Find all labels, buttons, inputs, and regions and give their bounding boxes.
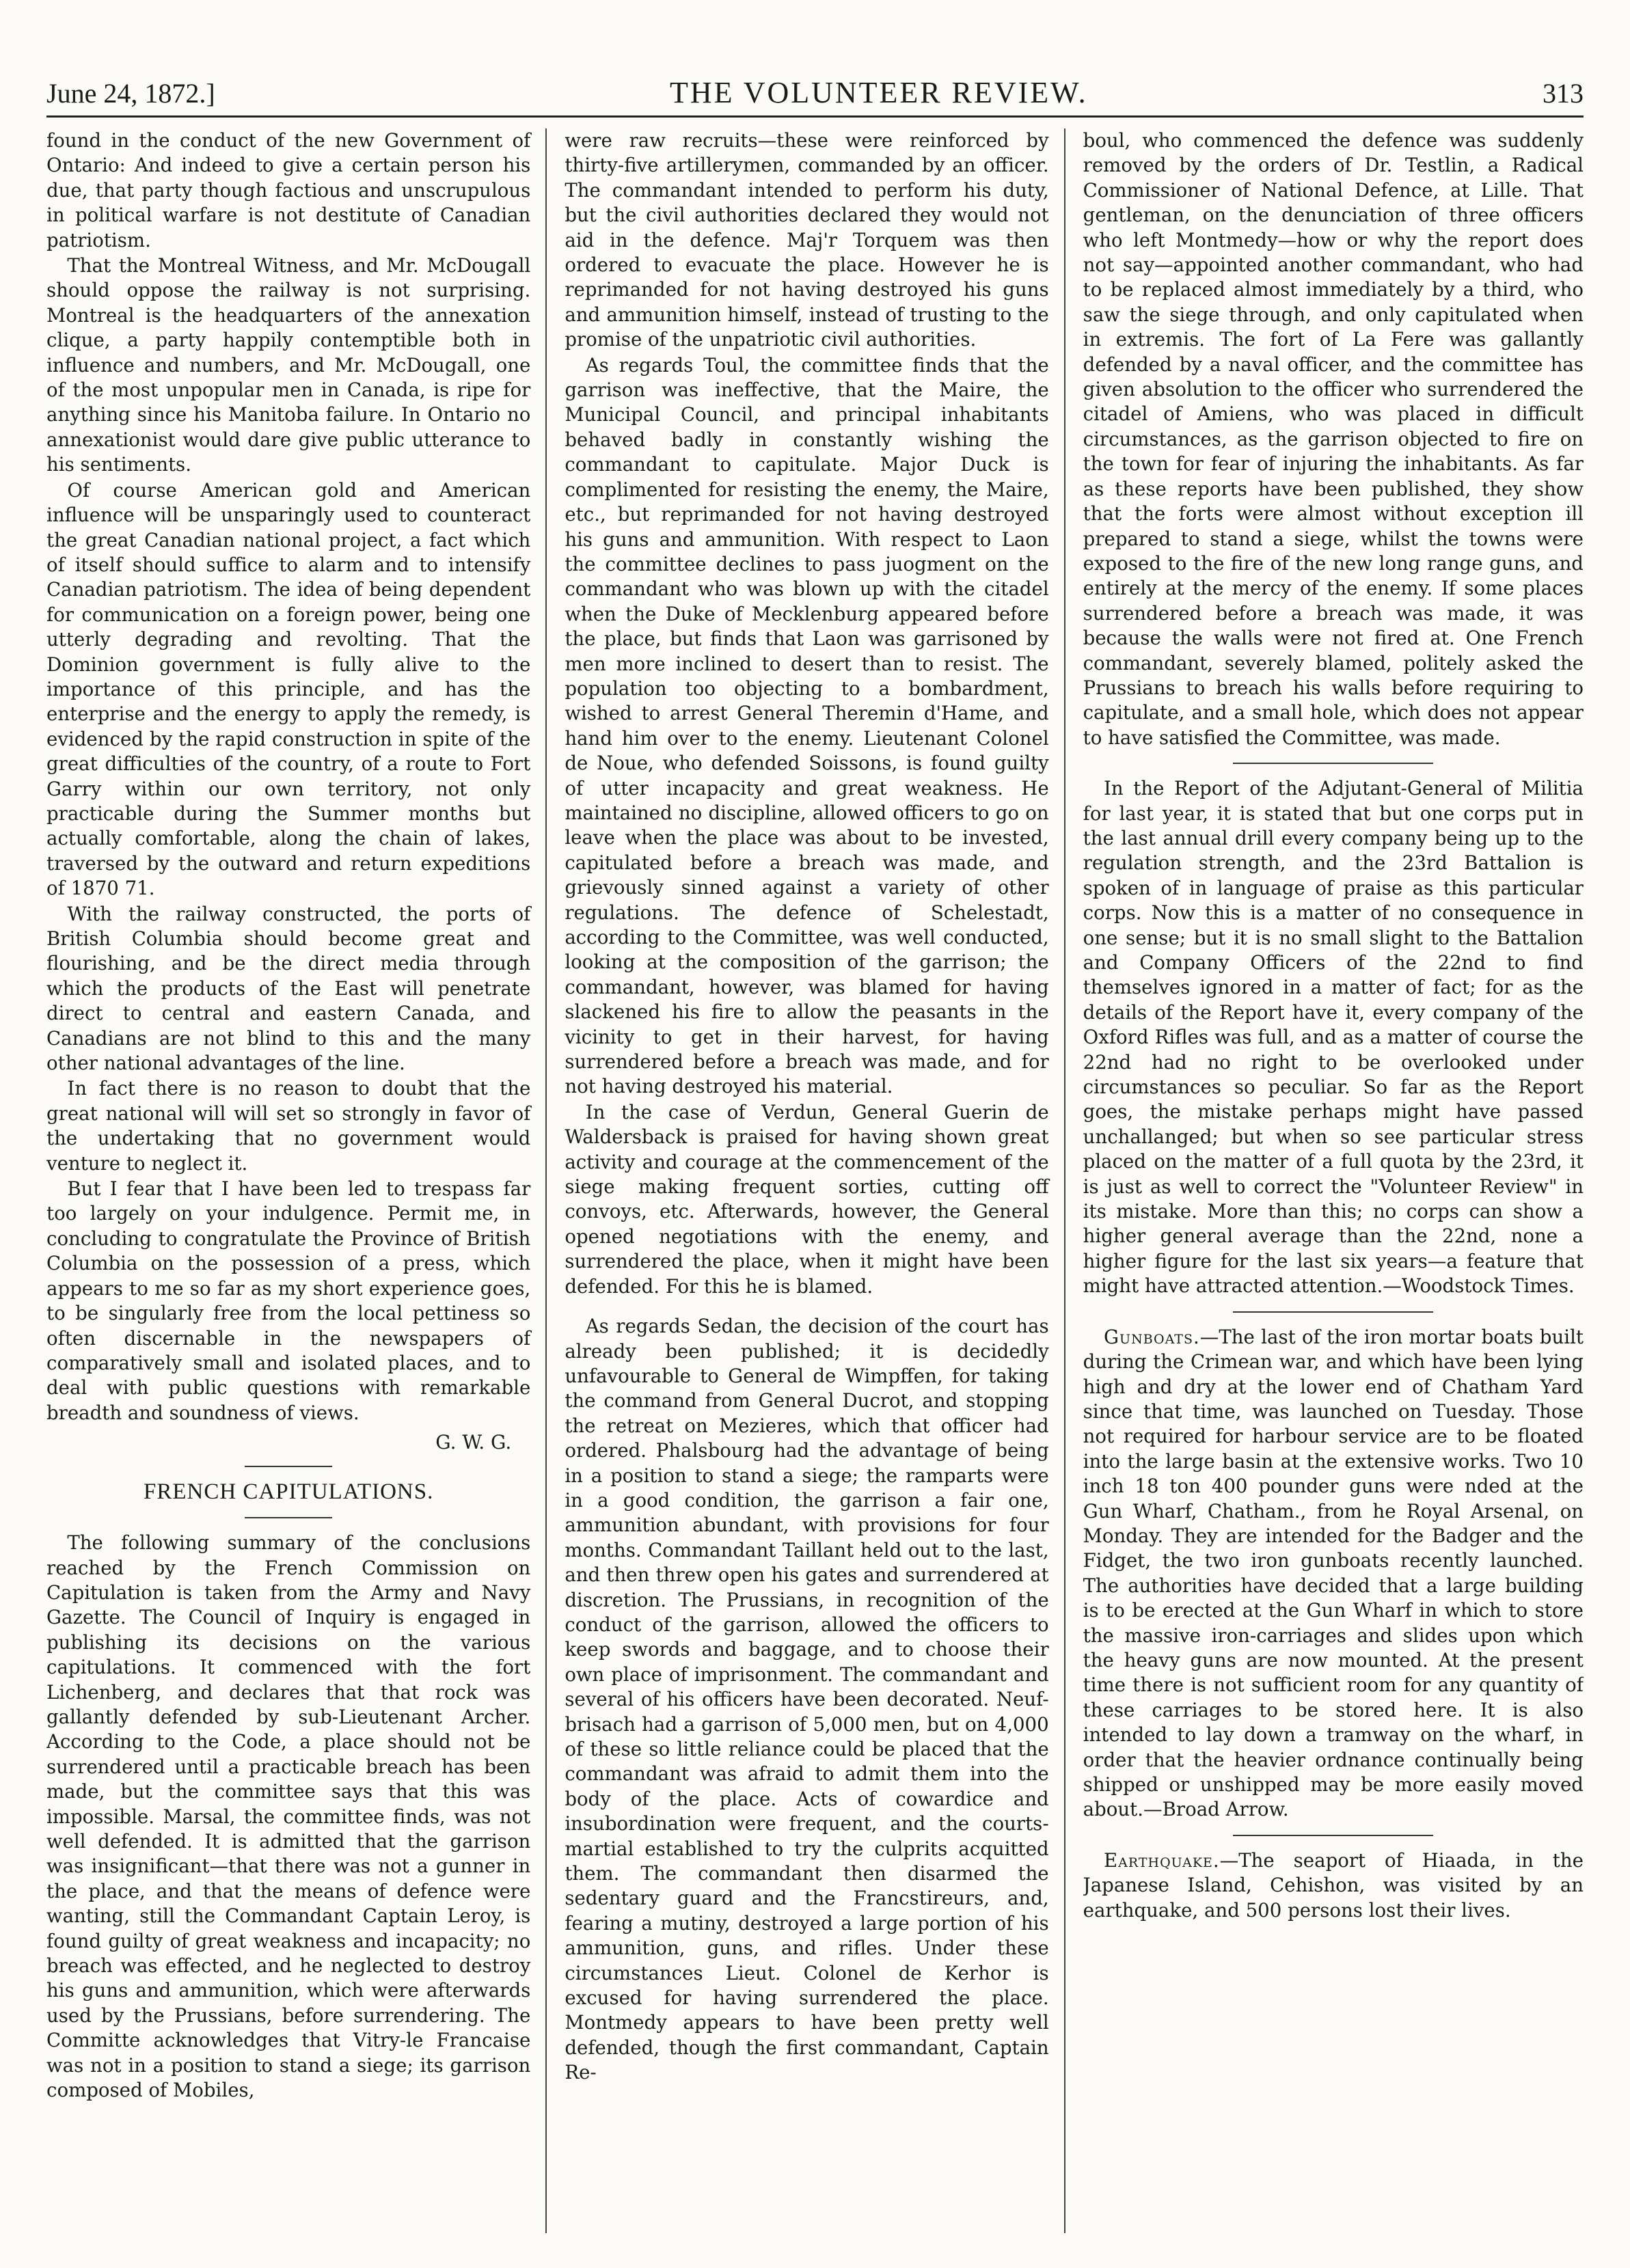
paragraph	[1083, 1325, 1584, 1822]
column-1	[46, 128, 547, 2233]
section-title: FRENCH CAPITULATIONS.	[143, 1479, 434, 1505]
paragraph: As regards Toul, the committee finds that the garrison was ineffective, that the Maire, the Municipal Council, and principal inhabitants behaved badly in constantly wishing the commandant to capitulate. Major Duck is complimented for resisting the enemy, the Maire, etc., but reprimanded for not having destroyed his guns and ammunition. With respect to Laon the committee declines to pass juogment on the commandant who was blown up with the citadel when the Duke of Mecklenburg appeared before the place, but finds that Laon was garrisoned by men more inclined to desert than to resist. The population too objecting to a bombardment, wished to arrest General Theremin d'Hame, and hand him over to the enemy. Lieutenant Colonel de Noue, who defended Soissons, is found guilty of utter incapacity and great weakness. He maintained no discipline, allowed officers to go on leave when the place was about to be invested, capitulated before a breach was made, and grievously sinned against a variety of other regulations. The defence of Schelestadt, according to the Committee, was well conducted, looking at the composition of the garrison; the commandant, however, was blamed for having slackened his fire to allow the peasants in the vicinity to get in their harvest, for having surrendered before a breach was made, and for not having destroyed his material.	[565, 353, 1049, 1098]
item-lead: Gunboats.	[1104, 1325, 1200, 1348]
column-3	[1083, 128, 1584, 2233]
divider	[245, 1466, 331, 1467]
paragraph: In the Report of the Adjutant-General of Militia for last year, it is stated that but one corps put in the last annual drill every company being up to the regulation strength, and the 23rd Battalion is spoken of in language of praise as this particular corps. Now this is a matter of no consequence in one sense; but it is no small slight to the Battalion and Company Officers of the 22nd to find themselves ignored in a matter of fact; for as the details of the Report have it, every company of the Oxford Rifles was full, and as a matter of course the 22nd had no right to be overlooked under circumstances so peculiar. So far as the Report goes, the mistake perhaps might have passed unchallanged; but when so see particular stress placed on the matter of a full quota by the 23rd, it is just as well to correct the "Volunteer Review" in its mistake. More than this; no corps can show a higher general average than the 22nd, none a higher figure for the last six years—a feature that might have attracted attention.—Woodstock Times.	[1083, 777, 1584, 1298]
divider	[1233, 1835, 1433, 1836]
paragraph: In fact there is no reason to doubt that the great national will will set so strongly in favor of the undertaking that no government would venture to neglect it.	[46, 1077, 531, 1175]
paragraph: As regards Sedan, the decision of the court has already been published; it is decidedly unfavourable to General de Wimpffen, for taking the command from General Ducrot, and stopping the retreat on Mezieres, which that officer had ordered. Phalsbourg had the advantage of being in a position to stand a siege; the ramparts were in a good condition, the garrison a fair one, ammunition abundant, with provisions for four months. Commandant Taillant held out to the last, and then threw open his gates and surrendered at discretion. The Prussians, in recognition of the conduct of the garrison, allowed the officers to keep swords and baggage, and to choose their own place of imprisonment. The commandant and several of his officers have been decorated. Neuf-brisach had a garrison of 5,000 men, but on 4,000 of these so little reliance could be placed that the commandant was afraid to admit them into the body of the place. Acts of cowardice and insubordination were frequent, and the courts-martial established to try the culprits acquitted them. The commandant then disarmed the sedentary guard and the Francstireurs, and, fearing a mutiny, destroyed a large portion of his ammunition, guns, and rifles. Under these circumstances Lieut. Colonel de Kerhor is excused for having surrendered the place. Montmedy appears to have been pretty well defended, though the first commandant, Captain Re-	[565, 1315, 1049, 2084]
paragraph: found in the conduct of the new Government of Ontario: And indeed to give a certain person his due, that party though factious and unscrupulous in political warfare is not destitute of Canadian patriotism.	[46, 129, 531, 251]
page-header	[46, 75, 1584, 118]
item-lead: Earthquake.	[1104, 1848, 1220, 1872]
divider	[245, 1517, 331, 1518]
item-text: —The last of the iron mortar boats built during the Crimean war, and which have been lying high and dry at the lower end of Chatham Yard since that time, was launched on Tuesday. Those not required for harbour service are to be floated into the large basin at the extensive works. Two 10 inch 18 ton 400 pounder guns were nded at the Gun Wharf, Chatham., from he Royal Arsenal, on Monday. They are intended for the Badger and the Fidget, the two iron gunboats recently launched. The authorities have decided that a large building is to be erected at the Gun Wharf in which to store the massive iron-carriages and slides upon which the heavy guns are now mounted. At the present time there is not sufficient room for any quantity of these carriages to be stored here. It is also intended to lay down a tramway on the wharf, in order that the heavier ordnance continually being shipped or unshipped may be more easily moved about.—Broad Arrow.	[1083, 1325, 1584, 1821]
divider	[1233, 763, 1433, 764]
page-number: 313	[1542, 78, 1584, 109]
article-columns	[46, 128, 1584, 2233]
paragraph	[1083, 1848, 1584, 1923]
paragraph: were raw recruits—these were reinforced by thirty-five artillerymen, commanded by an officer. The commandant intended to perform his duty, but the civil authorities declared they would not aid in the defence. Maj'r Torquem was then ordered to evacuate the place. However he is reprimanded for not having destroyed his guns and ammunition himself, instead of trusting to the promise of the unpatriotic civil authorities.	[565, 129, 1049, 351]
item-text: —The seaport of Hiaada, in the Japanese Island, Cehishon, was visited by an earthquake, and 500 persons lost their lives.	[1083, 1848, 1584, 1922]
column-2	[565, 128, 1065, 2233]
divider	[1233, 1311, 1433, 1313]
paragraph: But I fear that I have been led to trespass far too largely on your indulgence. Permit me, in concluding to congratulate the Province of British Columbia on the possession of a press, which appears to me so far as my short experience goes, to be singularly free from the local pettiness so often discernable in the newspapers of comparatively small and isolated places, and to deal with public questions with remarkable breadth and soundness of views.	[46, 1177, 531, 1424]
paragraph: boul, who commenced the defence was suddenly removed by the orders of Dr. Testlin, a Radical Commissioner of National Defence, at Lille. That gentleman, on the denunciation of three officers who left Montmedy—how or why the report does not say—appointed another commandant, who had to be replaced almost immediately by a third, who saw the siege through, and only capitulated when in extremis. The fort of La Fere was gallantly defended by a naval officer, and the committee has given absolution to the officer who surrendered the citadel of Amiens, who was placed in difficult circumstances, as the garrison objected to fire on the town for fear of injuring the inhabitants. As far as these reports have been published, they show that the forts were almost without exception ill prepared to stand a siege, whilst the towns were exposed to the fire of the new long range guns, and entirely at the mercy of the enemy. If some places surrendered before a breach was made, it was because the walls were not fired at. One French commandant, severely blamed, politely asked the Prussians to breach his walls before requiring to capitulate, and a small hole, which does not appear to have satisfied the Committee, was made.	[1083, 129, 1584, 749]
author-signature: G. W. G.	[435, 1431, 512, 1454]
paragraph: In the case of Verdun, General Guerin de Waldersback is praised for having shown great activity and courage at the commencement of the siege making frequent sorties, cutting off convoys, etc. Afterwards, however, the General opened negotiations with the enemy, and surrendered the place, when it might have been defended. For this he is blamed.	[565, 1100, 1049, 1298]
paragraph: The following summary of the conclusions reached by the French Commission on Capitulation is taken from the Army and Navy Gazette. The Council of Inquiry is engaged in publishing its decisions on the various capitulations. It commenced with the fort Lichenberg, and declares that that rock was gallantly defended by sub-Lieutenant Archer. According to the Code, a place should not be surrendered until a practicable breach has been made, but the committee says that this was impossible. Marsal, the committee finds, was not well defended. It is admitted that the garrison was insignificant—that there was not a gunner in the place, and that the means of defence were wanting, still the Commandant Captain Leroy, is found guilty of great weakness and incapacity; no breach was effected, and he neglected to destroy his guns and ammunition, which were afterwards used by the Prussians, before surrendering. The Committe acknowledges that Vitry-le Francaise was not in a position to stand a siege; its garrison composed of Mobiles,	[46, 1531, 531, 2102]
publication-title: THE VOLUNTEER REVIEW.	[669, 76, 1088, 109]
issue-date: June 24, 1872.]	[46, 78, 215, 109]
paragraph: Of course American gold and American influence will be unsparingly used to counteract the great Canadian national project, a fact which of itself should suffice to alarm and to intensify Canadian patriotism. The idea of being dependent for communication on a foreign power, being one utterly degrading and revolting. That the Dominion government is fully alive to the importance of this principle, and has the enterprise and the energy to apply the remedy, is evidenced by the rapid construction in spite of the great difficulties of the country, of a route to Fort Garry within our own territory, not only practicable during the Summer months but actually comfortable, along the chain of lakes, traversed by the outward and return expeditions of 1870 71.	[46, 478, 531, 900]
paragraph: That the Montreal Witness, and Mr. McDougall should oppose the railway is not surprising. Montreal is the headquarters of the annexation clique, a party happily contemptible both in influence and numbers, and Mr. McDougall, one of the most unpopular men in Canada, is ripe for anything since his Manitoba failure. In Ontario no annexationist would dare give public utterance to his sentiments.	[46, 254, 531, 476]
paragraph: With the railway constructed, the ports of British Columbia should become great and flourishing, and be the direct media through which the products of the East will penetrate direct to central and eastern Canada, and Canadians are not blind to this and the many other national advantages of the line.	[46, 902, 531, 1075]
spacer	[565, 1299, 1048, 1314]
